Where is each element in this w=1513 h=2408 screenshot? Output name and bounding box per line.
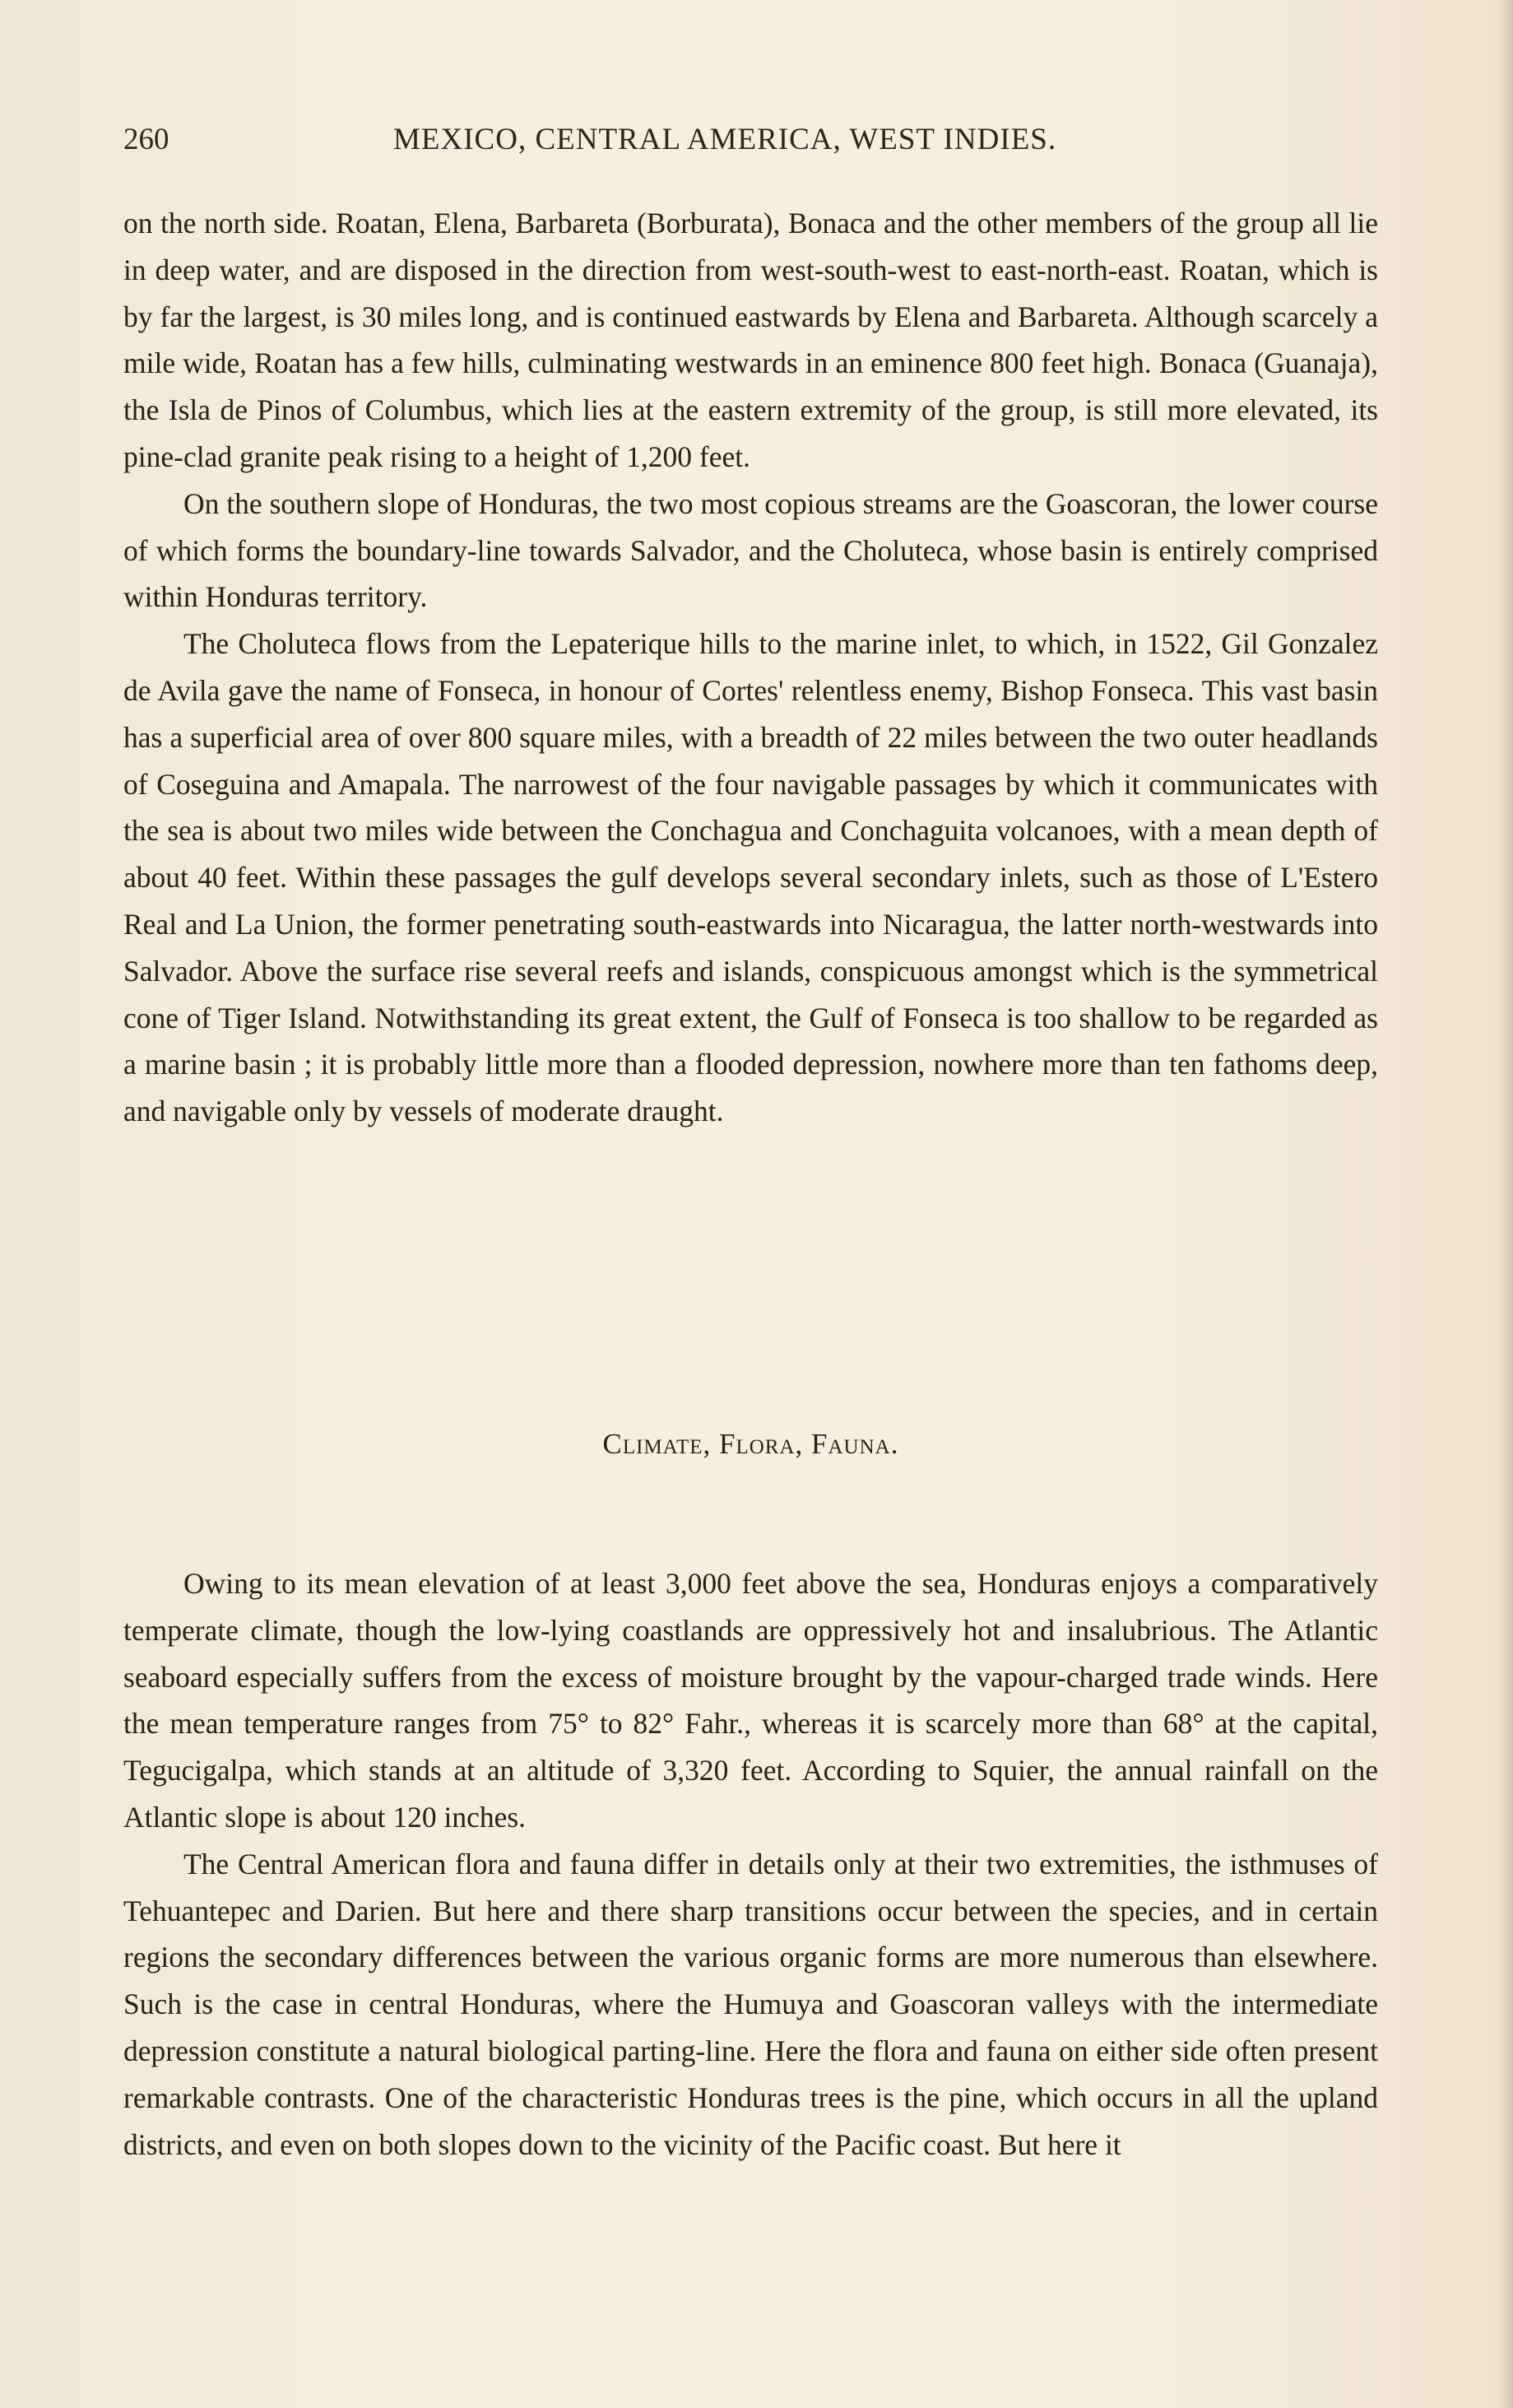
paragraph: Owing to its mean elevation of at least 3,000 feet above the sea, Honduras enjoys a comparatively temperate climate, though the low-lying coastlands are oppressively hot and insalubrious. The Atlantic seaboard especially suffers from the excess of moisture brought by the vapour-charged trade winds. Here the mean temperature ranges from 75° to 82° Fahr., whereas it is scarcely more than 68° at the capital, Tegucigalpa, which stands at an altitude of 3,320 feet. According to Squier, the annual rainfall on the Atlantic slope is about 120 inches. [123,1567,1378,1834]
page-number: 260 [123,123,169,156]
paragraph: On the southern slope of Honduras, the two most copious streams are the Goascoran, the lower course of which forms the boundary-line towards Salvador, and the Choluteca, whose basin is entirely comprised within Honduras territory. [123,486,1378,614]
paragraph: on the north side. Roatan, Elena, Barbareta (Borburata), Bonaca and the other members of the group all lie in deep water, and are disposed in the direction from west-south-west to east-north-east. Roatan, which is by far the largest, is 30 miles long, and is continued eastwards by Elena and Barbareta. Although scarcely a mile wide, Roatan has a few hills, culminating westwards in an eminence 800 feet high. Bonaca (Guanaja), the Isla de Pinos of Columbus, which lies at the eastern extremity of the group, is still more elevated, its pine-clad granite peak rising to a height of 1,200 feet. [123,207,1378,473]
page-edge-shadow [1495,0,1513,2408]
section-heading: Climate, Flora, Fauna. [602,1428,899,1460]
body-text-section-1 [123,200,1378,1135]
paragraph: The Choluteca flows from the Lepaterique hills to the marine inlet, to which, in 1522, Gil Gonzalez de Avila gave the name of Fonseca, in honour of Cortes' relentless enemy, Bishop Fonseca. This vast basin has a superficial area of over 800 square miles, with a breadth of 22 miles between the two outer headlands of Coseguina and Amapala. The narrowest of the four navigable passages by which it communicates with the sea is about two miles wide between the Conchagua and Conchaguita volcanoes, with a mean depth of about 40 feet. Within these passages the gulf develops several secondary inlets, such as those of L'Estero Real and La Union, the former penetrating south-eastwards into Nicaragua, the latter north-westwards into Salvador. Above the surface rise several reefs and islands, conspicuous amongst which is the symmetrical cone of Tiger Island. Notwithstanding its great extent, the Gulf of Fonseca is too shallow to be regarded as a marine basin ; it is probably little more than a flooded depression, nowhere more than ten fathoms deep, and navigable only by vessels of moderate draught. [123,627,1378,1128]
running-head: MEXICO, CENTRAL AMERICA, WEST INDIES. [393,123,1057,156]
body-text-section-2 [123,1560,1378,2168]
page-header [123,122,1390,163]
paragraph: The Central American flora and fauna differ in details only at their two extremities, the isthmuses of Tehuantepec and Darien. But here and there sharp transitions occur between the species, and in certain regions the secondary differences between the various organic forms are more numerous than elsewhere. Such is the case in central Honduras, where the Humuya and Goascoran valleys with the intermediate depression constitute a natural biological parting-line. Here the flora and fauna on either side often present remarkable contrasts. One of the characteristic Honduras trees is the pine, which occurs in all the upland districts, and even on both slopes down to the vicinity of the Pacific coast. But here it [123,1847,1378,2161]
